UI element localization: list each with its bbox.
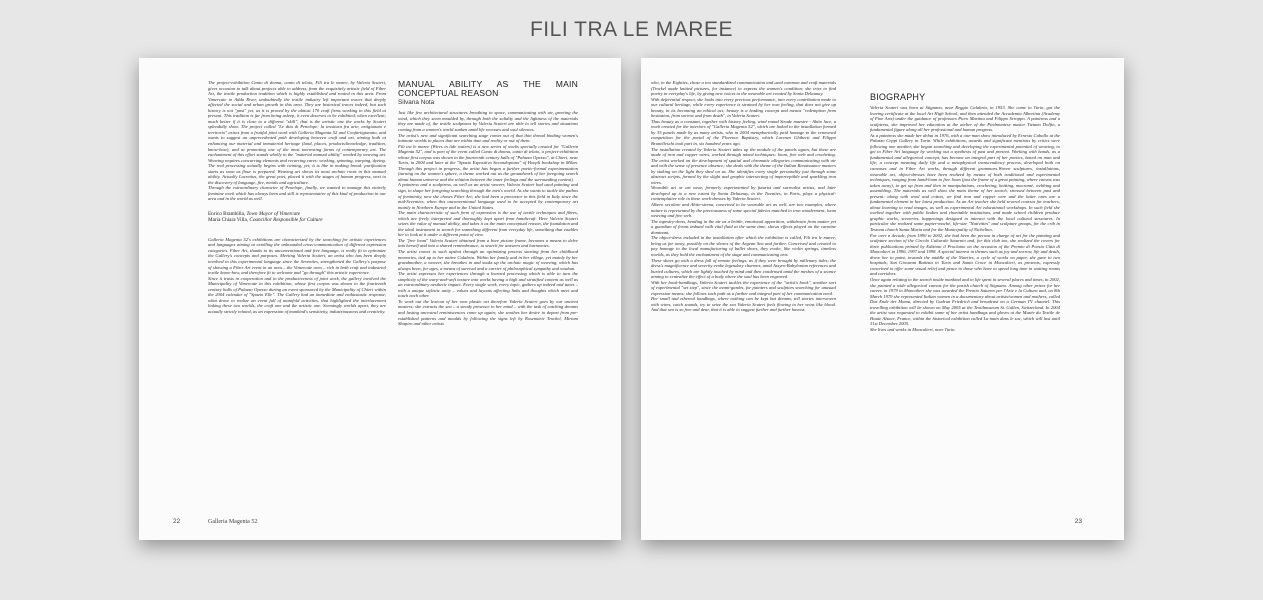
left-column-intro — [208, 80, 386, 510]
intro-paragraph-1: The project-exhibition Canto di donna, canto di telaio, Fili tra le maree, by Valeria Scuteri, gives occasion to talk about projects able to address, from the exquisitely artistic field of Fiber Art, the textile production tradition which is highly established and rooted in this area. From Vimercate to Adda River, undoubtedly the textile industry left important traces that deeply affected the social and urban growth in this area. They are historical traces indeed, but such history is not "past" yet, as it is proved by the almost 170 craft firms working in this field at present. This tradition is far from being asleep, it even deserves to be exhibited, when excellent; much better if it is close to a different "skill", that is the artistic one the works by Scuteri splendidly show. The project called "Le dita di Penelope: la tessitura fra arte, artigianato e territorio" arises from a fruitful joint work with Galleria Magenta 52 and Confartigianato, and wants to suggest an unprecedented path developing between craft and art, aiming both at enhancing our material and immaterial heritage (land, places, products/knowledge, tradition, know-how), and at promoting one of the most interesting forms of contemporary art. The enchantment of this effort stands wholly in the "material manual ability" needed by weaving art. Weaving requires concurring elements and recurring cares: working, spinning, warping, dyeing. The real processing actually begins with twining, yet, it is like in making bread: purification starts as soon as flour is prepared. Weaving art shows its most archaic roots in this manual ability. Actually Lucretius, the great poet, placed it with the stages of human progress, next to the discovery of language, fire, metals and agriculture. — [208, 80, 386, 185]
gallery-paragraph-1: Galleria Magenta 52's exhibitions are characterized by the searching for artistic experiences and languages aiming at extolling the unbounded cross-communication of different expression categories. Fiber Art, thanks to its unconventional and free language, is really fit to epitomize the Gallery's concepts and purposes. Meeting Valeria Scuteri, an artist who has been deeply involved in this experimental language since the Seventies, strengthened the Gallery's purpose of showing a Fiber Art event in an area – the Vimercate area – rich in both craft and industrial textile know-how, and therefore fit to welcome and "go through" this artistic experience. — [208, 236, 386, 276]
gallery-paragraph-2: Since it trusts in cooperation and in the productiveness of joint work, the gallery involved the Municipality of Vimercate in this exhibition, whose first corpus was shown in the fourteenth century halls of Palazzo Opesso during an event sponsored by the Municipality of Chieri within the 2004 calendar of "Spazio Elle". The Gallery had an immediate and enthusiastic response, what drove to realize an event full of manifold activities, that highlighted the interlacement linking these two worlds, the craft one and the artistic one. Seemingly worlds apart, they are actually strictly related, as an expression of mankind's sensitivity, industriousness and creativity. — [208, 275, 386, 314]
signature-councillor-role: Councillor Responsible for Culture — [249, 217, 323, 224]
biography-paragraph-4: Once again relating to the search inside mankind and to life spent in several places and times, in 2002, she painted a wide allegorical canvas for the parish church of Stignano. Among other prizes for her career, in 1979 in Moncalieri she was awarded the Premio Saturno per l'Arte e la Cultura and, on 8th March 1979 she represented Italian women in a documentary about artists/women and mothers, called Das Ende der Mama, directed by Gudrun Friedrich and broadcast on a German TV channel. This travelling exhibition will be shown on May 2005 at the Textilmuseum St. Gallen, Switzerland. In 2004 the artist was requested to exhibit some of her artist handbags and gloves at the Musée du Textile de Haute Alsace, France, within the historical exhibition called La main dans le sac, which will last until 31st December 2005. — [870, 276, 1060, 327]
biography-paragraph-5: She lives and works in Moncalieri, near Turin. — [870, 326, 956, 332]
left-column-essay — [398, 80, 578, 512]
essay-cont-paragraph-6: Albero secolare and Abito-sirena, conceived to be wearable art as well, are two examples, where nature is represented by the preciousness of some special fabrics matched to iron wonderment, loom weaving and free web. — [651, 202, 836, 219]
essay-paragraph-9: To work out the lexicon of her own plastic art therefore Valeria Scuteri goes by our ancient masters; she extracts the sea – a steady presence in her mind – with the task of catching dreams and lasting ancestral reminiscences come up again; she soothes her desire to depart from pre-established patterns and moulds by following the signs left by Rosemarie Trockel, Miriam Shapiro and other artists — [398, 298, 578, 327]
intro-paragraph-2: Through the extraordinary character of Penelope, finally, we wanted to manage this entirely feminine work which has always been and still is representative of this kind of production in our area and in the world as well. — [208, 185, 386, 202]
signature-block — [208, 211, 386, 224]
essay-paragraph-8: The artist expresses her experiences through a learned processing which is able to turn the simplicity of the warp-and-weft texture into works having a high and stratified content as well as an extraordinary aesthetic impact. Every single work, every topic, gathers up indeed and tunes – with a unique stylistic unity – values and layouts affecting links and thoughts which meet and touch each other. — [398, 271, 578, 299]
biography-paragraph-1: Valeria Scuteri was born at Stignano, near Reggio Calabria, in 1953. She came to Turin, got the leaving certificate at the local Art High School, and then attended the Accademia Albertina (Academy of Fine Arts) under the guidance of professors Piero Martina and Filippo Scroppo. A paintress and a sculptress, she improved her education at the atelier of the Piedmontese master Tiziano Dolfin, a fundamental figure along all her professional and human progress. — [870, 105, 1060, 133]
essay-heading: MANUAL ABILITY AS THE MAIN CONCEPTUAL REASON — [398, 80, 578, 99]
signature-councillor-name: Maria Chiara Villa, — [208, 217, 249, 224]
essay-cont-paragraph-8: The object-dress included in the installation after which the exhibition is called, Fili tra le maree, bring us far away, possibly on the shores of the Aegean Sea and further. Conceived and created to pay homage to the local manufacturing of ballet shoes, they evoke, like violin springs, timeless worlds, as they hold the enchantment of the stage and communicating arts. — [651, 235, 836, 257]
essay-paragraph-4: A paintress and a sculptress, as well as an artist weaver, Valeria Scuteri had used painting and sign, to shape her foregoing searching through the men's world. As she wants to tackle the pathos of femininity, now she choses Fiber Art; she had been a precursor in this field in Italy since the mid-Seventies, when this unconventional language used to be accepted by contemporary art mainly in Northern Europe and in the United States. — [398, 182, 578, 210]
signature-mayor-role: Town Mayor of Vimercate — [246, 211, 301, 218]
banner-title: FILI TRA LE MAREE — [529, 18, 733, 41]
essay-paragraph-3: Fili tra le maree (Wires in tide waters) is a new series of works specially created for "Galleria Magenta 52", and is part of the event called Canto di donna, canto di telaio, a project-exhibition whose first corpus was shown in the fourteenth century halls of "Palazzo Opesso", at Chieri, near Turin, in 2004 and later at the "Spazio Espositivo Secondopiano" of Hoepli bookshop in Milan. Through this project in progress, the artist has begun a further poetic-formal experimentation (turning on the women's sphere, a theme worked out as the groundwork of her foregoing search about human universe and the relation between the inner feelings and the surrounding context). — [398, 143, 578, 182]
essay-cont-paragraph-10: With her book-handbags, Valeria Scuteri tackles the experience of the "artist's book", another sort of experimental "set step", since the avant-gardes, for painters and sculptors searching for unusual expression means; she follows such path as a further and integral part of her communication need. — [651, 279, 836, 296]
page-number-right: 23 — [1074, 518, 1082, 525]
essay-cont-paragraph-1: who, in the Eighties, chose a too standardized communication and used common and craft materials (Trockel made knitted pictures, for instance) to express the women's condition; she tries to find poetry in everyday's life, by giving new voices to the wearable art created by Sonia Delaunay. — [651, 80, 836, 97]
essay-cont-paragraph-11: Her small and ethereal handbags, where nothing can be kept but dreams, tell stories interwoven with wires, catch sounds, try to seize the sea Valeria Scuteri feels flowing in her veins like blood. And that sea is so free and dear, that it is able to suggest further and further havens. — [651, 296, 836, 313]
essay-paragraph-1: Just like few architectural structures breathing in space, communicating with air, greeting the wind, which they seem moulded by, through both the solidity and the lightness of the materials they are made of, the textile sculptures by Valeria Scuteri are able to tell stories and situations coming from a women's world sunken amid life recesses and soul silences. — [398, 110, 578, 132]
essay-author: Silvana Nota — [398, 98, 435, 106]
essay-cont-paragraph-7: The tapestry-dress, bending in the air as a brittle, emotional apparition, withdrawn from matter yet a guardian of forms imbued with vital fluid at the same time, shows effects played on the carmine dominant. — [651, 218, 836, 235]
essay-paragraph-2: The artist's new and significant searching stage comes out of that thin thread binding women's intimate worlds to places that are within time and reality or out of them. — [398, 132, 578, 144]
right-page — [641, 58, 1124, 540]
right-column-biography — [870, 92, 1060, 536]
biography-heading: BIOGRAPHY — [870, 92, 926, 102]
page-number-left: 22 — [173, 518, 181, 525]
essay-cont-paragraph-2: With deferential respect, she looks into every precious performance, into every contribution made to our cultural heritage, while every experience is strained by her own feeling, that does not give up beauty, in its becoming an ethical act; beauty is a leading concept and means "redemption from hesitation, from sorrow and from death", in Valeria Scuteri. — [651, 96, 836, 119]
left-page — [139, 58, 621, 540]
essay-cont-paragraph-9: These shoes go with a dress full of remote feelings, as if they were brought by millenary tides; the dress's magnificence and severity evoke legendary charmes, amid Assyro-Babylonian references and buried cultures, which are lightly touched by mind and then condensed amid the meshes of a seance aiming to centralize the effect of a body where the soul has been engraved. — [651, 257, 836, 280]
essay-paragraph-6: The "free loom" Valeria Scuteri obtained from a bore picture frame, becomes a means to delve into herself and into a shared remembrance, to search for answers and harmonies. — [398, 237, 578, 249]
biography-paragraph-3: For over a decade, from 1990 to 2002, she had been the person in charge of art for the painting and sculpture section of the Circolo Culturale Saturnio and, for this club too, she realized the covers for three publications printed by Edizioni il Proclamo on the occasion of the Premio di Poesia Città di Moncalieri in 1996, 1997 and 1998. A special interest in themes such as joy and sorrow, life and death, drove her to paint, towards the middle of the Nineties, a cycle of works on paper, she gave to two hospitals, San Giovanni Battista in Turin and Santa Croce in Moncalieri, as presents, expressly conceived to offer some visual relief and peace to those who have to spend long time in waiting rooms and corridors. — [870, 232, 1060, 277]
signature-councillor — [208, 217, 386, 223]
signature-mayor-name: Enrico Brambilla, — [208, 211, 246, 218]
biography-paragraph-2: As a paintress she made her debut in 1976, with a one-man show introduced by Ernesto Caballo at the Palazzo Ceppi Gallery in Turin. While exhibitions, awards and significant mentions by critics were following one another, she began searching and developing the experimental potential of weaving, to get to Fiber Art language by working out a synthesis of past and present. Working with hands, as a fundamental and allegorical concept, has become an integral part of her poetics, based on man and life; a concept meaning daily life and a metaphysical transcendency process, developed both on canvases and in Fiber Art works, through different grammars.Woven sculptures, installations, wearable art, object-dresses have been realized by means of both traditional and experimental techniques, ranging from hand-loom to free loom (just the frame of a great painting, where canvas was taken away), to get up from and then to manipulations, crocheting, knitting, macramé, webbing and assembling. The materials as well show the main theme of her search, stressed between past and present: along with wool and cotton, we find iron and copper wire and the latter ones are a fundamental element in her latest production. As an Art teacher she held several courses for teachers, about learning to read images, as well as experimental Art educational workshops. In such field she worked together with public bodies and charitable institutions, and made school children produce graphic works, sceneries, happenings designed to interact with the local cultural structures. In particular she realized some papier-maché, life-size "Nativities" and sculpture groups, for the crib in Testona church Santa Maria and for the Municipality of Nichelino. — [870, 132, 1060, 233]
essay-paragraph-5: The main characteristic of such form of expression is the use of textile techniques and fibres, which are freely interpreted and thoroughly kept apart from handicraft. Here Valeria Scuteri seizes the value of manual ability, and takes it as the main conceptual reason, the foundation and the ideal instrument to search for something different from everyday life, something that enables her to look at it under a different point of view. — [398, 210, 578, 238]
essay-cont-paragraph-3: Thus beauty as a constant, together with history feeling, wind round Strade maestre - Abito luce, a work created for the interiors of "Galleria Magenta 52", which are linked to the installation formed by 35 panels made by as many artists, who in 2004 metaphorically paid homage to the renowned competition for the portal of the Florence Baptistry, which Lorenzo Ghiberti and Filippo Brunelleschi took part in, six hundred years ago. — [651, 118, 836, 147]
right-column-essay-continued — [651, 80, 836, 524]
essay-paragraph-7: The artist comes to such upshot through an optimizing process starting from her childhood memories, tied up to her native Calabria. Within her family and in her village, yet mainly by her grandmother, a weaver, she breathes in and soaks up the archaic magic of weaving, which has always been, for ages, a means of survival and a carrier of philosophical sympathy and wisdom. — [398, 248, 578, 271]
footer-gallery-name: Galleria Magenta 52 — [208, 519, 258, 525]
essay-cont-paragraph-5: Wearable art or art wear, formerly experimented by futurist and surrealist artists, and later developed up to a new extent by Sonia Delaunay, in the Twenties, in Paris, plays a physical-contemplative role in these work-dresses by Valeria Scuteri. — [651, 185, 836, 202]
essay-cont-paragraph-4: The installation created by Valeria Scuteri takes up the module of the panels again, but these are made of iron and copper wires, worked through mixed techniques: loom, free web and crocheting. The artist worked on the development of spatial and chromatic allegories communicating with air and with the sense of presence absence; she deals with the theme of the Italian Renaissance masters by staking on the light they shed on us. She identifies every single personality just through some abstract scripts, formed by the slight and graphic intersecting of imperceptible and sparkling iron wires. — [651, 146, 836, 185]
